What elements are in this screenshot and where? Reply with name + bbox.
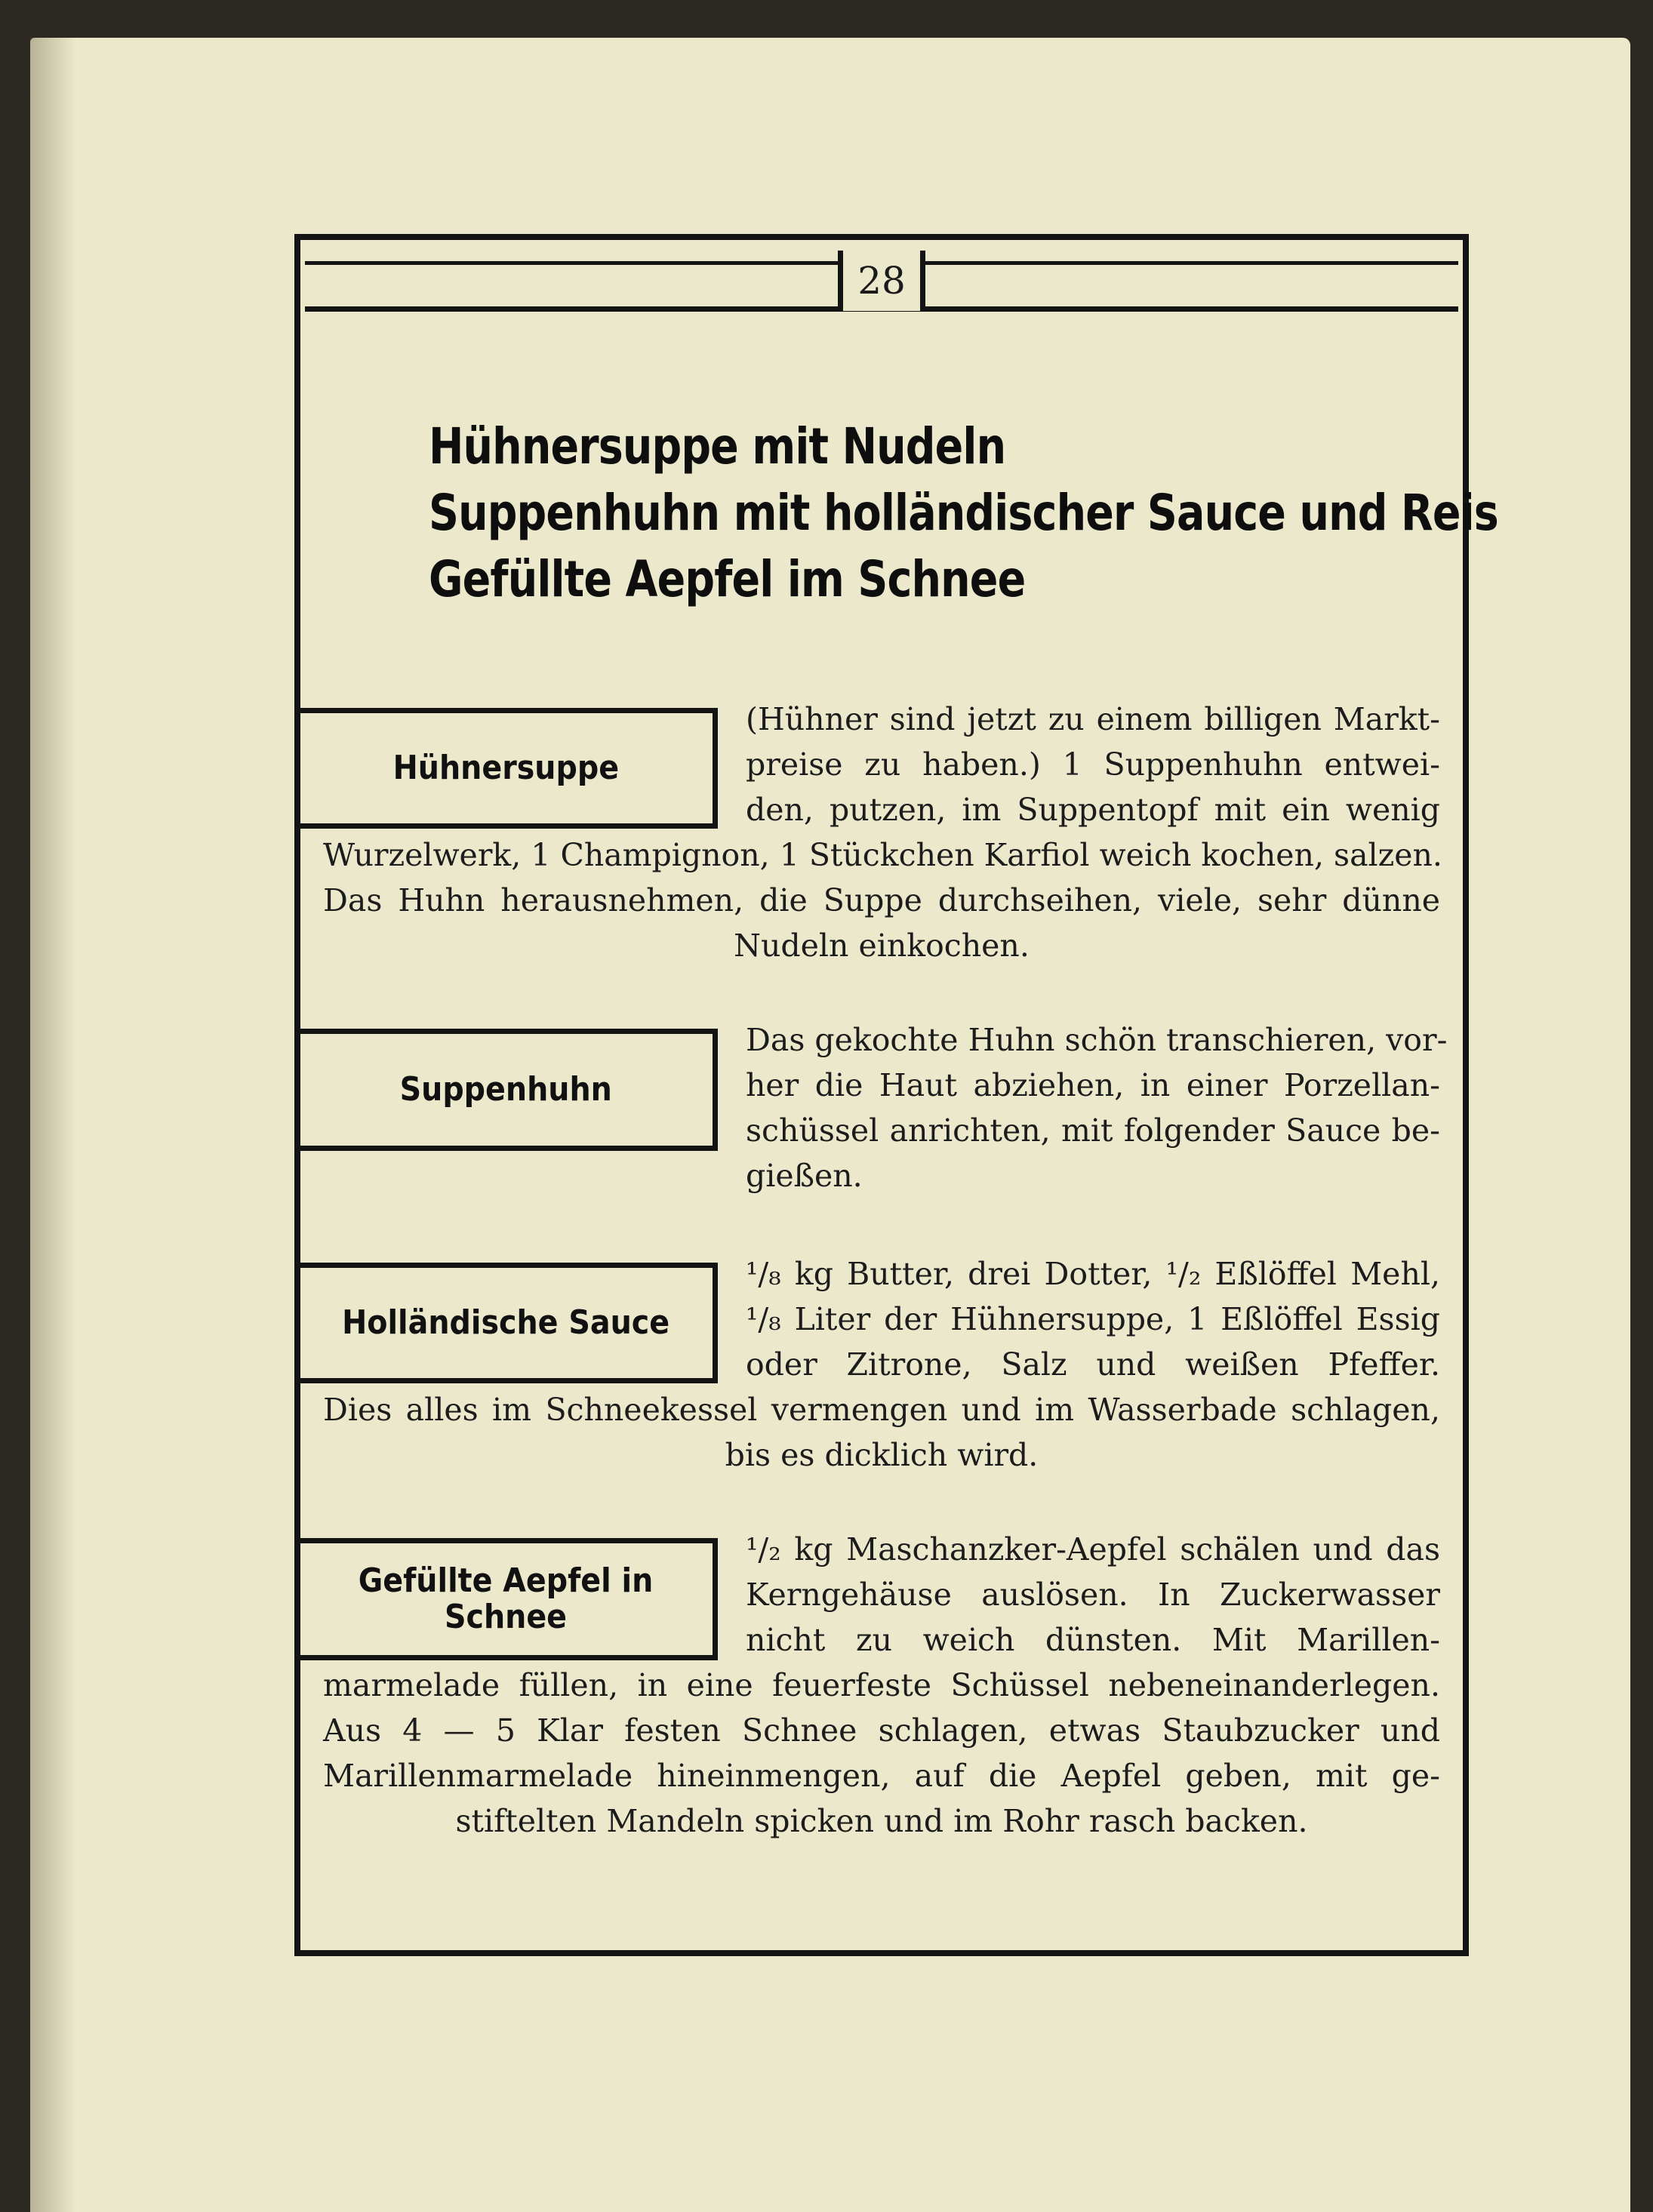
- section-text-huehnersuppe: [746, 697, 1440, 832]
- section-text-gefuellte-aepfel: [746, 1527, 1440, 1663]
- section-text-hollaendische-sauce: [746, 1251, 1440, 1387]
- text-line: Marillenmarmelade hineinmengen, auf die Aepfel geben, mit ge-: [323, 1758, 1440, 1794]
- section-label-suppenhuhn: Suppenhuhn: [299, 1029, 718, 1151]
- page-number: 28: [838, 251, 925, 311]
- text-line: Nudeln einkochen.: [734, 928, 1030, 964]
- text-line: Das gekochte Huhn schön transchieren, vor-: [746, 1022, 1448, 1058]
- text-line: stiftelten Mandeln spicken und im Rohr rasch backen.: [455, 1803, 1308, 1839]
- page-gutter-shadow: [30, 38, 75, 2212]
- menu-title: [429, 414, 1498, 613]
- text-line: preise zu haben.) 1 Suppenhuhn entwei-: [746, 746, 1440, 783]
- section-text-suppenhuhn: [746, 1017, 1448, 1198]
- text-line: (Hühner sind jetzt zu einem billigen Markt-: [746, 701, 1440, 737]
- text-line: her die Haut abziehen, in einer Porzellan-: [746, 1067, 1440, 1103]
- text-line: oder Zitrone, Salz und weißen Pfeffer.: [746, 1346, 1440, 1383]
- title-line: Gefüllte Aepfel im Schnee: [429, 550, 1026, 608]
- recipe-frame: [294, 234, 1498, 1956]
- section-label-huehnersuppe: Hühnersuppe: [299, 708, 718, 829]
- title-line: Hühnersuppe mit Nudeln: [429, 417, 1006, 475]
- text-line: Aus 4 — 5 Klar festen Schnee schlagen, etwas Staubzucker und: [323, 1712, 1440, 1749]
- section-continuation-gefuellte-aepfel: [323, 1663, 1440, 1844]
- text-line: Das Huhn herausnehmen, die Suppe durchseihen, viele, sehr dünne: [323, 882, 1440, 918]
- text-line: Wurzelwerk, 1 Champignon, 1 Stückchen Karfiol weich kochen, salzen.: [323, 837, 1442, 873]
- text-line: Dies alles im Schneekessel vermengen und im Wasserbade schlagen,: [323, 1392, 1440, 1428]
- text-line: marmelade füllen, in eine feuerfeste Schüssel nebeneinanderlegen.: [323, 1667, 1440, 1703]
- text-line: ¹/₈ Liter der Hühnersuppe, 1 Eßlöffel Essig: [746, 1301, 1440, 1337]
- section-label-gefuellte-aepfel: Gefüllte Aepfel in Schnee: [299, 1538, 718, 1660]
- section-label-hollaendische-sauce: Holländische Sauce: [299, 1263, 718, 1383]
- text-line: bis es dicklich wird.: [725, 1437, 1039, 1473]
- title-line: Suppenhuhn mit holländischer Sauce und Reis: [429, 484, 1498, 542]
- text-line: ¹/₂ kg Maschanzker-Aepfel schälen und das: [746, 1531, 1440, 1567]
- text-line: Kerngehäuse auslösen. In Zuckerwasser: [746, 1577, 1440, 1613]
- text-line: den, putzen, im Suppentopf mit ein wenig: [746, 792, 1440, 828]
- text-line: ¹/₈ kg Butter, drei Dotter, ¹/₂ Eßlöffel Mehl,: [746, 1256, 1440, 1292]
- text-line: schüssel anrichten, mit folgender Sauce be-: [746, 1112, 1440, 1149]
- text-line: gießen.: [746, 1158, 863, 1194]
- section-continuation-huehnersuppe: [323, 832, 1440, 968]
- section-continuation-hollaendische-sauce: [323, 1387, 1440, 1478]
- text-line: nicht zu weich dünsten. Mit Marillen-: [746, 1622, 1440, 1658]
